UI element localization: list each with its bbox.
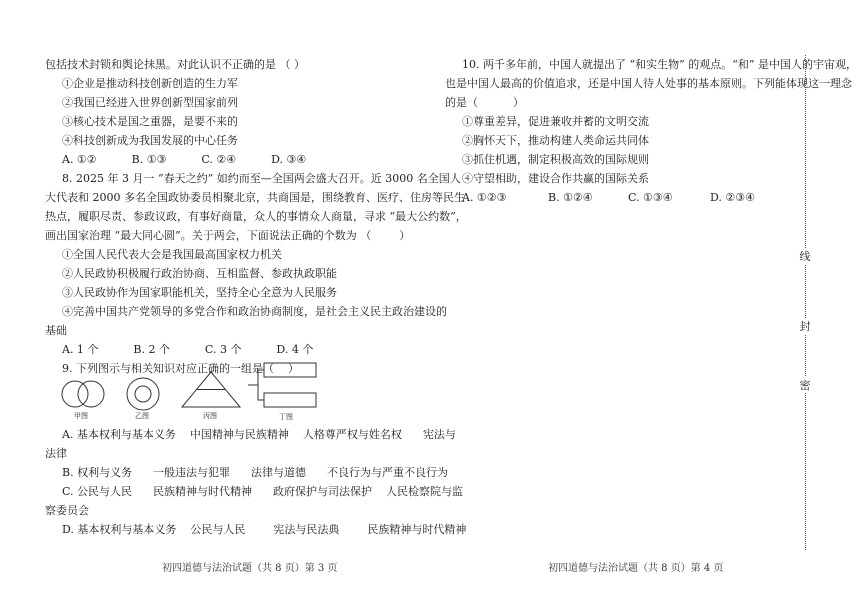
q8-stem-line2: 大代表和 2000 多名全国政协委员相聚北京，共商国是，围绕教育、医疗、住房等民生	[45, 191, 465, 204]
q8-answer-choices: A. 1 个 B. 2 个 C. 3 个 D. 4 个	[62, 343, 314, 356]
figure-bing	[180, 370, 244, 422]
figure-jia-label: 甲图	[74, 412, 88, 420]
q8-stem-line3: 热点，履职尽责、参政议政，有事好商量，众人的事情众人商量，寻求 “最大公约数”，	[45, 210, 467, 223]
page-footer-4: 初四道德与法治试题（共 8 页）第 4 页	[548, 563, 724, 574]
page-footer-3: 初四道德与法治试题（共 8 页）第 3 页	[162, 563, 338, 574]
binding-dotted-line	[805, 55, 806, 550]
q9-option-a-end: 法律	[45, 447, 67, 460]
figure-yi-label: 乙图	[135, 412, 149, 420]
q9-option-a: A. 基本权利与基本义务 中国精神与民族精神 人格尊严权与姓名权 宪法与	[62, 428, 456, 441]
seal-char-mi: 密	[799, 379, 811, 392]
figure-yi	[122, 374, 166, 422]
seal-char-xian: 线	[799, 250, 811, 263]
q10-option-1: ①尊重差异，促进兼收并蓄的文明交流	[462, 115, 649, 128]
q10-answer-c: C. ①③④	[628, 191, 673, 204]
q10-option-2: ②胸怀天下，推动构建人类命运共同体	[462, 134, 649, 147]
q10-stem-line3: 的是（ ）	[445, 96, 524, 109]
q8-option-1: ①全国人民代表大会是我国最高国家权力机关	[62, 248, 282, 261]
figure-ding	[246, 362, 318, 422]
q8-option-4-end: 基础	[45, 324, 67, 337]
q8-option-2: ②人民政协积极履行政治协商、互相监督、参政执政职能	[62, 267, 337, 280]
figure-bing-label: 丙图	[203, 412, 217, 420]
q7-option-4: ④科技创新成为我国发展的中心任务	[62, 134, 238, 147]
q10-answer-b: B. ①②④	[548, 191, 593, 204]
q10-stem-line1: 10. 两千多年前，中国人就提出了 “和实生物” 的观点。“和” 是中国人的宇宙观，	[462, 58, 857, 71]
q7-option-1: ①企业是推动科技创新创造的生力军	[62, 77, 238, 90]
q9-option-d: D. 基本权利与基本义务 公民与人民 宪法与民法典 民族精神与时代精神	[62, 523, 467, 536]
q8-option-4: ④完善中国共产党领导的多党合作和政治协商制度，是社会主义民主政治建设的	[62, 305, 447, 318]
q10-answer-d: D. ②③④	[710, 191, 756, 204]
q10-option-4: ④守望相助，建设合作共赢的国际关系	[462, 172, 649, 185]
q7-answer-choices: A. ①② B. ①③ C. ②④ D. ③④	[62, 153, 307, 166]
q7-option-2: ②我国已经进入世界创新型国家前列	[62, 96, 238, 109]
q8-option-3: ③人民政协作为国家职能机关，坚持全心全意为人民服务	[62, 286, 337, 299]
figure-ding-label: 丁图	[279, 413, 293, 421]
seal-char-feng: 封	[799, 320, 811, 333]
q10-stem-line2: 也是中国人最高的价值追求，还是中国人待人处事的基本原则。下列能体现这一理念	[445, 77, 852, 90]
q10-answer-a: A. ①②③	[462, 191, 507, 204]
q9-option-c: C. 公民与人民 民族精神与时代精神 政府保护与司法保护 人民检察院与监	[62, 485, 463, 498]
q9-option-b: B. 权利与义务 一般违法与犯罪 法律与道德 不良行为与严重不良行为	[62, 466, 449, 479]
q7-option-3: ③核心技术是国之重器，是要不来的	[62, 115, 238, 128]
figure-jia	[58, 374, 110, 422]
q9-stem: 9. 下列图示与相关知识对应正确的一组是（ ）	[62, 362, 299, 375]
q7-stem-end: 包括技术封锁和舆论抹黑。对此认识不正确的是 （ ）	[45, 58, 305, 71]
q9-option-c-end: 察委员会	[45, 504, 89, 517]
q8-stem-line4: 画出国家治理 “最大同心圆”。关于两会，下面说法正确的个数为 （ ）	[45, 229, 411, 242]
q10-option-3: ③抓住机遇，制定积极高效的国际规则	[462, 153, 649, 166]
q8-stem-line1: 8. 2025 年 3 月一 “春天之约” 如约而至—全国两会盛大召开。近 3000 名全国人	[62, 172, 461, 185]
